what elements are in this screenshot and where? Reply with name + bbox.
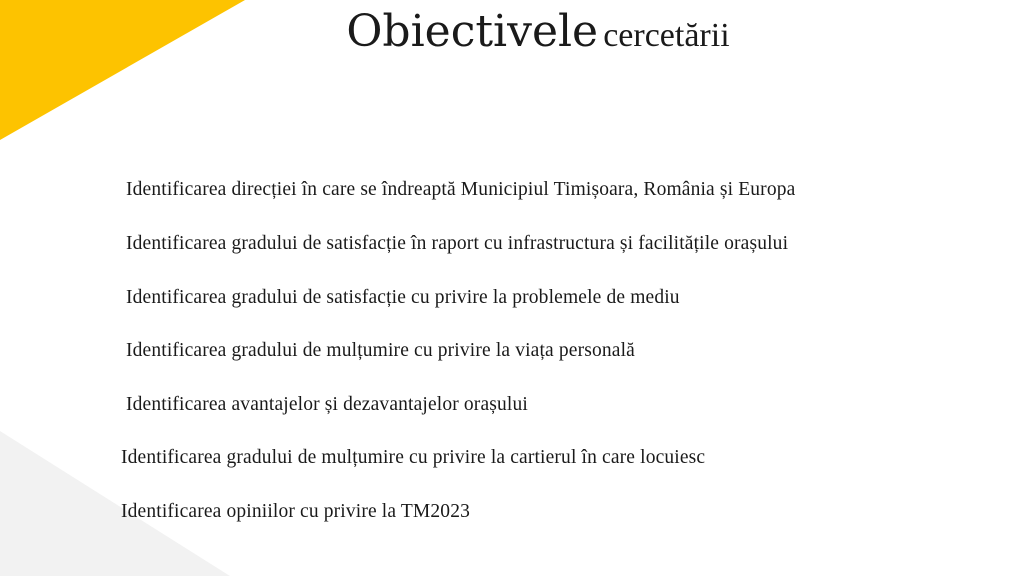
slide-title [0,6,1024,57]
objective-item: Identificarea direcției în care se îndreaptă Municipiul Timișoara, România și Europa [126,179,796,200]
objective-item: Identificarea opiniilor cu privire la TM2023 [121,501,471,522]
title-sub: cercetării [603,17,730,54]
objective-item: Identificarea gradului de mulțumire cu privire la viața personală [126,340,635,361]
objective-item: Identificarea gradului de satisfacție cu privire la problemele de mediu [126,287,680,308]
objective-item: Identificarea avantajelor și dezavantajelor orașului [126,394,528,415]
objective-item: Identificarea gradului de satisfacție în raport cu infrastructura și facilitățile orașului [126,233,789,254]
objective-item: Identificarea gradului de mulțumire cu privire la cartierul în care locuiesc [121,447,706,468]
title-main: Obiectivele [346,6,599,57]
